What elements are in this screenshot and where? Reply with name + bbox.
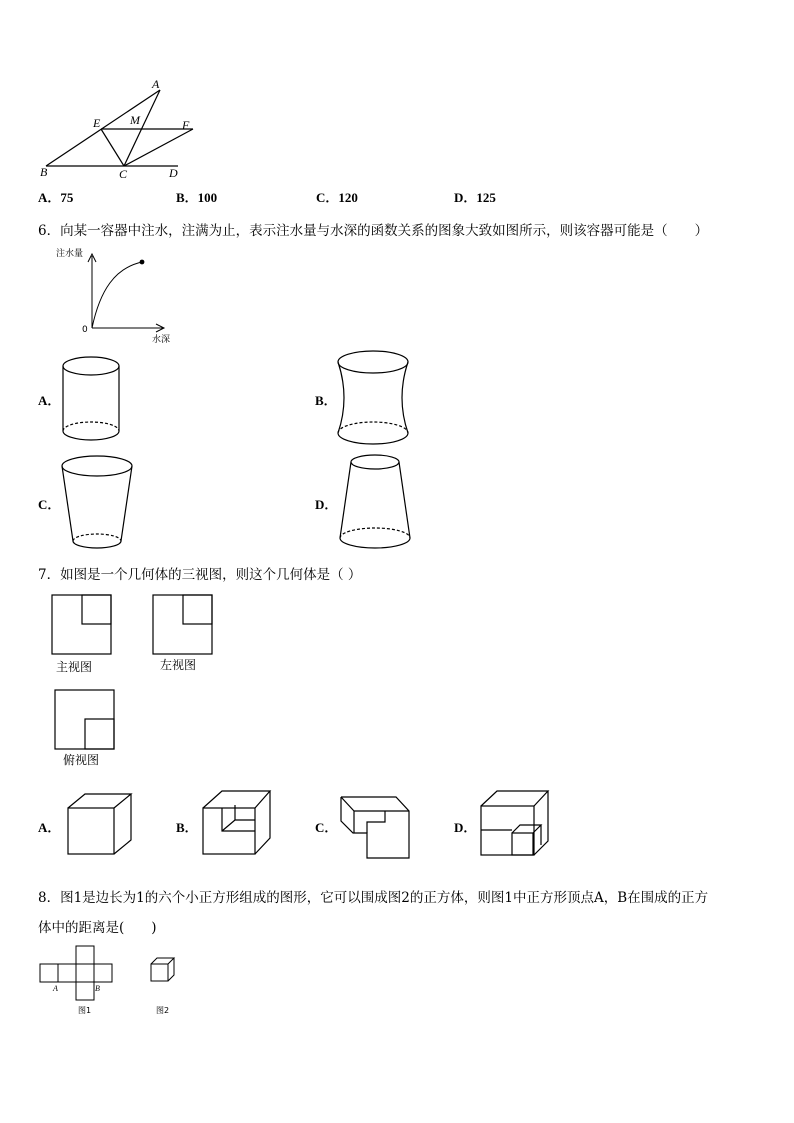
- q7-question-text: 7．如图是一个几何体的三视图，则这个几何体是（ ）: [38, 567, 362, 583]
- q6-option-c[interactable]: C．: [38, 497, 61, 512]
- label-D: D: [169, 166, 178, 180]
- q5-option-b[interactable]: B．100: [176, 190, 218, 205]
- q7-top-view-label: 俯视图: [63, 753, 100, 767]
- q8-question-line2: 体中的距离是( ): [38, 920, 157, 936]
- q6-question-text: 6．向某一容器中注水，注满为止，表示注水量与水深的函数关系的图象大致如图所示，则该容器可能是（ ）: [38, 223, 709, 239]
- label-A: A: [152, 77, 160, 91]
- q6-graph-xlabel: 水深: [152, 335, 171, 345]
- q7-option-d[interactable]: D．: [454, 820, 477, 835]
- label-C: C: [119, 167, 128, 181]
- q6-option-d[interactable]: D．: [315, 497, 338, 512]
- q6-option-a[interactable]: A．: [38, 393, 61, 408]
- q7-side-view-label: 左视图: [160, 658, 197, 672]
- q8-fig1-label: 图1: [78, 1006, 92, 1015]
- q7-option-b[interactable]: B．: [176, 820, 198, 835]
- label-E: E: [93, 116, 101, 130]
- q8-label-B: B: [95, 984, 100, 993]
- q5-option-c[interactable]: C．120: [316, 190, 358, 205]
- label-B: B: [40, 165, 48, 179]
- q6-graph-ylabel: 注水量: [56, 249, 84, 259]
- q6-graph-origin: 0: [82, 325, 88, 335]
- q8-fig2-label: 图2: [156, 1006, 170, 1015]
- q7-option-c[interactable]: C．: [315, 820, 338, 835]
- q8-question-line1: 8．图1是边长为1的六个小正方形组成的图形，它可以围成图2的正方体，则图1中正方形顶点A，B在围成的正方: [38, 890, 709, 906]
- label-F: F: [182, 118, 190, 132]
- q6-option-b[interactable]: B．: [315, 393, 337, 408]
- q8-label-A: A: [53, 984, 58, 993]
- label-M: M: [130, 113, 140, 127]
- q7-option-a[interactable]: A．: [38, 820, 61, 835]
- q5-option-a[interactable]: A．75: [38, 190, 74, 205]
- q5-option-d[interactable]: D．125: [454, 190, 496, 205]
- q7-front-view-label: 主视图: [56, 660, 93, 674]
